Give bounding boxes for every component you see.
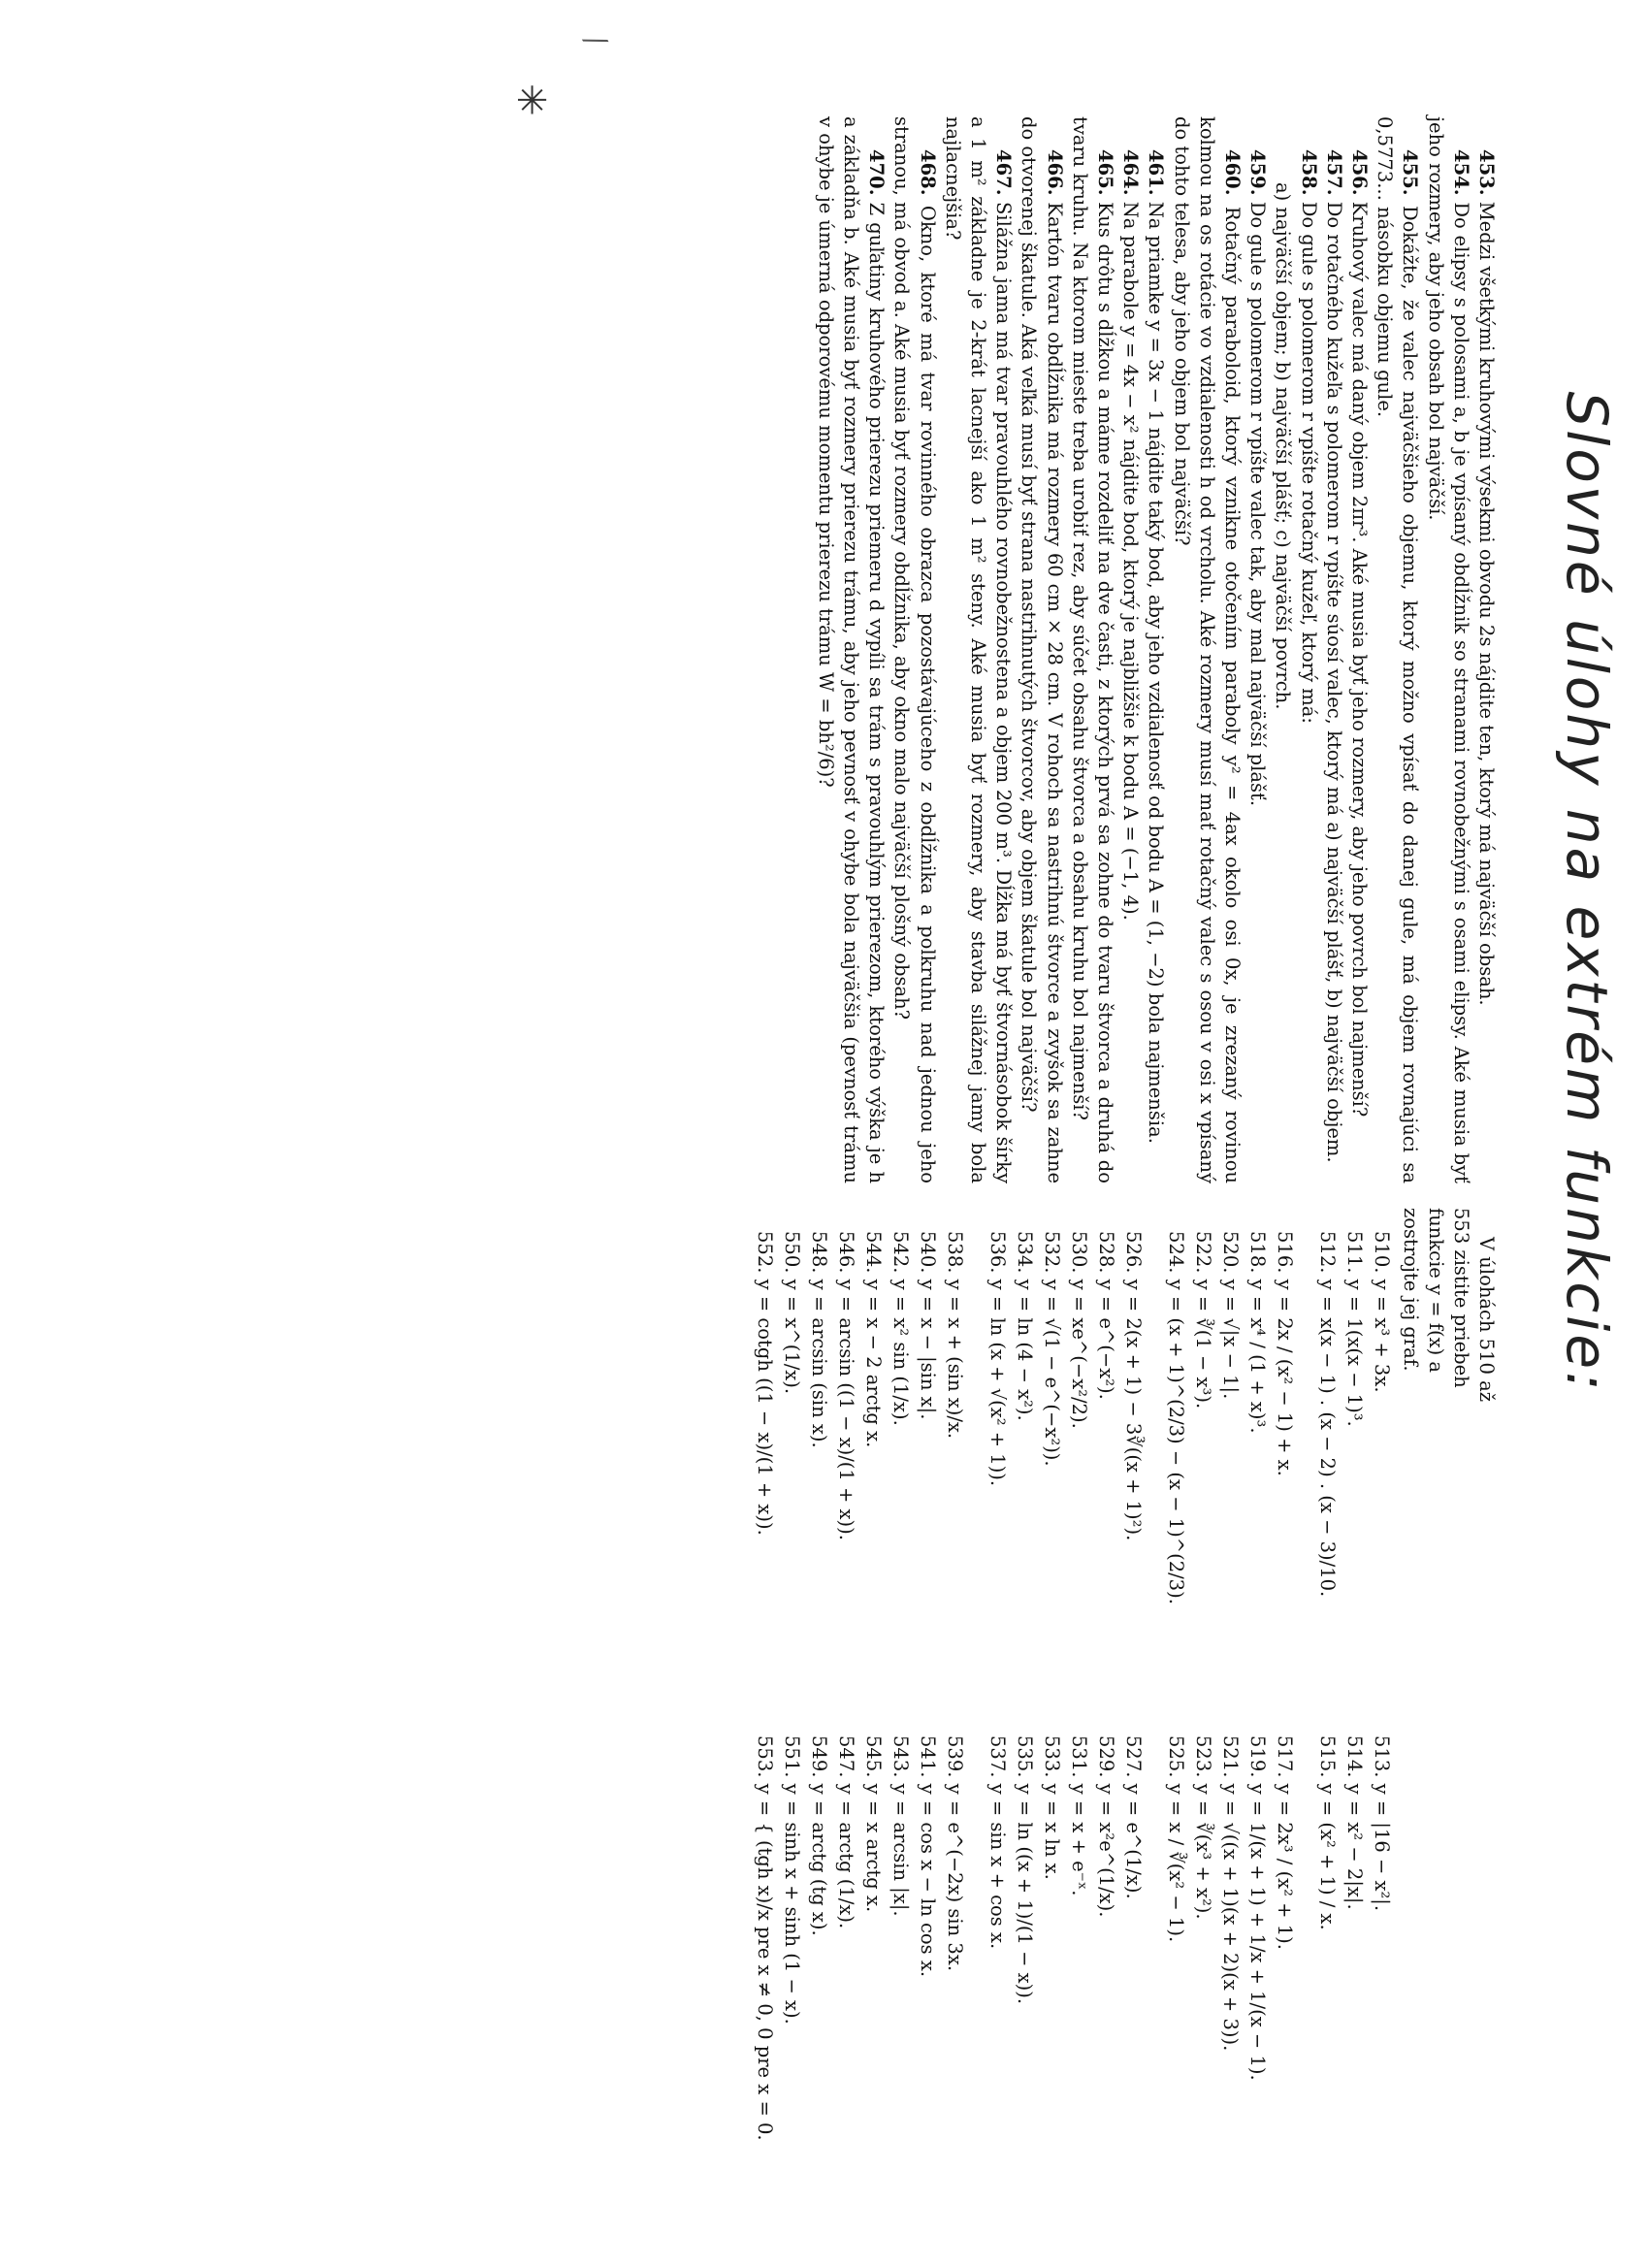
problem-item	[1422, 116, 1472, 1183]
function-formula: y = x²e^(1/x).	[1095, 1783, 1117, 1918]
function-row	[1093, 1208, 1118, 2236]
function-item	[1039, 1712, 1064, 2217]
function-formula: y = x⁴ / (1 + x)³.	[1246, 1279, 1269, 1434]
function-formula: y = ln (4 − x²).	[1014, 1279, 1036, 1421]
function-formula: y = arctg (1/x).	[835, 1783, 857, 1929]
function-number: 510.	[1371, 1231, 1393, 1274]
function-number: 546.	[835, 1231, 857, 1274]
function-formula: y = ln (x + √(x² + 1)).	[986, 1279, 1009, 1487]
function-row	[1120, 1208, 1146, 2236]
function-row	[806, 1208, 831, 2236]
row-gap	[969, 1208, 983, 2236]
function-formula: y = e^(−2x) sin 3x.	[944, 1783, 966, 1972]
function-item	[1190, 1208, 1215, 1712]
function-formula: y = cos x − ln cos x.	[917, 1783, 939, 1978]
function-item	[1163, 1208, 1188, 1712]
problem-number: 467.	[992, 149, 1016, 196]
function-row	[1272, 1208, 1297, 2236]
function-item	[1314, 1208, 1340, 1712]
function-number: 531.	[1068, 1735, 1090, 1778]
function-item	[1342, 1208, 1367, 1712]
function-formula: y = √|x − 1|.	[1219, 1279, 1242, 1400]
problem-item	[1372, 116, 1422, 1183]
problem-text: Na parabole y = 4x − x² nájdite bod, ktorý je najbližšie k bodu A = (−1, 4).	[1119, 201, 1143, 921]
function-item	[1245, 1712, 1270, 2217]
function-formula: y = 2x³ / (x² + 1).	[1274, 1783, 1296, 1950]
function-number: 523.	[1192, 1735, 1214, 1778]
function-number: 516.	[1274, 1231, 1296, 1274]
function-number: 518.	[1246, 1231, 1269, 1274]
problem-item	[813, 116, 889, 1183]
function-row	[1012, 1208, 1037, 2236]
row-gap	[1148, 1208, 1161, 2236]
function-item	[860, 1208, 886, 1712]
problem-text: a) najväčší objem; b) najväčší plášť; c) najväčší povrch.	[1272, 182, 1295, 710]
problem-number: 466.	[1043, 149, 1066, 196]
function-item	[985, 1208, 1010, 1712]
function-formula: y = x / ∛(x² − 1).	[1165, 1783, 1187, 1943]
function-item	[779, 1712, 804, 2217]
problem-text: Dokážte, že valec najväčšieho objemu, ktorý možno vpísať do danej gule, má objem rovnajúci sa 0,5773... násobku objemu gule.	[1374, 116, 1422, 1183]
function-number: 528.	[1095, 1231, 1117, 1274]
function-item	[1217, 1712, 1243, 2217]
function-formula: y = x² sin (1/x).	[889, 1279, 912, 1426]
function-item	[833, 1208, 858, 1712]
problem-number: 453.	[1475, 149, 1498, 196]
function-number: 545.	[862, 1735, 885, 1778]
problem-item	[1143, 116, 1168, 1183]
function-item	[1272, 1712, 1297, 2217]
function-formula: y = sin x + cos x.	[986, 1783, 1009, 1950]
function-formula: y = 2(x + 1) − 3∛((x + 1)²).	[1122, 1279, 1145, 1541]
function-formula: y = (x² + 1) / x.	[1316, 1783, 1339, 1930]
function-number: 542.	[889, 1231, 912, 1274]
problem-text: Medzi všetkými kruhovými výsekmi obvodu 2s nájdite ten, ktorý má najväčší obsah.	[1475, 201, 1498, 1006]
pen-tick-mark: ⁄	[578, 30, 610, 52]
function-formula: y = arctg (tg x).	[808, 1783, 830, 1936]
function-formula: y = ∛(1 − x³).	[1192, 1279, 1214, 1409]
function-formula: y = x − |sin x|.	[917, 1279, 939, 1420]
function-row	[1217, 1208, 1243, 2236]
problem-item	[1016, 116, 1066, 1183]
function-number: 513.	[1371, 1735, 1393, 1778]
problem-text: Z guľatiny kruhového prierezu priemeru d vypíli sa trám s pravouhlým prierezom, ktorého výška je h a základňa b. Aké musia byť rozmery prierezu trámu, aby jeho pevnosť v ohybe bola najväčšia (pevnosť trámu v ohybe je úmerná odporovému momentu prierezu trámu W = bh²/6)?	[814, 116, 889, 1183]
function-number: 520.	[1219, 1231, 1242, 1274]
problem-item	[889, 116, 939, 1183]
problem-item	[1295, 116, 1320, 1183]
function-item	[1369, 1208, 1394, 1712]
function-row	[1314, 1208, 1340, 2236]
function-number: 549.	[808, 1735, 830, 1778]
function-item	[833, 1712, 858, 2217]
function-item	[779, 1208, 804, 1712]
function-number: 526.	[1122, 1231, 1145, 1274]
function-item	[1272, 1208, 1297, 1712]
problem-text: Rotačný paraboloid, ktorý vznikne otočením paraboly y² = 4ax okolo osi 0x, je zrezaný rovinou kolmou na os rotácie vo vzdialenosti h od vrcholu. Aké rozmery musí mať rotačný valec s osou v osi x vpísaný do tohto telesa, aby jeho objem bol najväčší?	[1170, 116, 1244, 1184]
problem-item	[1321, 116, 1346, 1183]
function-formula: y = x + e⁻ˣ.	[1068, 1783, 1090, 1896]
function-item	[1120, 1712, 1146, 2217]
function-item	[1066, 1712, 1091, 2217]
function-formula: y = 1(x(x − 1)³.	[1343, 1279, 1366, 1427]
function-item	[915, 1712, 940, 2217]
function-row	[1163, 1208, 1188, 2236]
row-gap	[1299, 1208, 1312, 2236]
problem-item	[1168, 116, 1245, 1183]
problem-text: Kus drôtu s dĺžkou a máme rozdeliť na dve časti, z ktorých prvá sa zohne do tvaru štvorca a druhá do tvaru kruhu. Na ktorom mieste treba urobiť rez, aby súčet obsahu štvorca a obsahu kruhu bol najmenší?	[1068, 116, 1116, 1183]
function-number: 550.	[781, 1231, 803, 1274]
function-formula: y = x − 2 arctg x.	[862, 1279, 885, 1448]
function-row	[860, 1208, 886, 2236]
function-item	[942, 1208, 967, 1712]
function-row	[779, 1208, 804, 2236]
function-number: 552.	[754, 1231, 776, 1274]
problem-number: 456.	[1347, 149, 1371, 196]
function-item	[1012, 1712, 1037, 2217]
function-row	[1039, 1208, 1064, 2236]
function-formula: y = x(x − 1) . (x − 2) . (x − 3)/10.	[1316, 1279, 1339, 1598]
problem-item	[1346, 116, 1372, 1183]
function-row	[752, 1208, 777, 2236]
problem-text: Do elipsy s polosami a, b je vpísaný obdĺžnik so stranami rovnobežnými s osami elipsy. Aké musia byť jeho rozmery, aby jeho obsah bol najväčší.	[1424, 116, 1472, 1183]
function-formula: y = cotgh ((1 − x)/(1 + x)).	[754, 1279, 776, 1536]
function-item	[1120, 1208, 1146, 1712]
function-row	[985, 1208, 1010, 2236]
function-formula: y = √(1 − e^(−x²)).	[1041, 1279, 1063, 1467]
function-item	[806, 1208, 831, 1712]
function-formula: y = ln ((x + 1)/(1 − x)).	[1014, 1783, 1036, 2005]
functions-intro: V úlohách 510 až 553 zistite priebeh funkcie y = f(x) a zostrojte jej graf.	[1400, 1208, 1498, 1402]
function-number: 551.	[781, 1735, 803, 1778]
function-formula: y = ∛(x³ + x²).	[1192, 1783, 1214, 1920]
problem-text: Do gule s polomerom r vpíšte valec tak, aby mal najväčší plášť.	[1246, 201, 1270, 807]
function-number: 535.	[1014, 1735, 1036, 1778]
function-row	[833, 1208, 858, 2236]
function-number: 536.	[986, 1231, 1009, 1274]
function-number: 527.	[1122, 1735, 1145, 1778]
function-number: 519.	[1246, 1735, 1269, 1778]
function-item	[1314, 1712, 1340, 2217]
function-formula: y = x³ + 3x.	[1371, 1279, 1393, 1393]
problem-item	[1117, 116, 1143, 1183]
function-item	[888, 1712, 913, 2217]
function-formula: y = sinh x + sinh (1 − x).	[781, 1783, 803, 2025]
function-formula: y = 2x / (x² − 1) + x.	[1274, 1279, 1296, 1476]
function-number: 533.	[1041, 1735, 1063, 1778]
function-number: 544.	[862, 1231, 885, 1274]
function-item	[1012, 1208, 1037, 1712]
function-formula: y = x ln x.	[1041, 1783, 1063, 1880]
function-row	[1190, 1208, 1215, 2236]
function-number: 534.	[1014, 1231, 1036, 1274]
function-row	[888, 1208, 913, 2236]
function-item	[1217, 1208, 1243, 1712]
function-formula: y = √((x + 1)(x + 2)(x + 3)).	[1219, 1783, 1242, 2052]
function-row	[1342, 1208, 1367, 2236]
function-number: 543.	[889, 1735, 912, 1778]
problem-text: Do gule s polomerom r vpíšte rotačný kužeľ, ktorý má:	[1297, 201, 1320, 724]
function-formula: y = arcsin (sin x).	[808, 1279, 830, 1448]
function-item	[1190, 1712, 1215, 2217]
function-row	[1245, 1208, 1270, 2236]
function-item	[1039, 1208, 1064, 1712]
problem-number: 457.	[1322, 149, 1345, 196]
problem-number: 465.	[1093, 149, 1116, 196]
function-formula: y = e^(−x²).	[1095, 1279, 1117, 1400]
problem-number: 461.	[1145, 149, 1168, 196]
function-formula: y = arcsin ((1 − x)/(1 + x)).	[835, 1279, 857, 1540]
function-formula: y = x + (sin x)/x.	[944, 1279, 966, 1440]
page-title: Slovné úlohy na extrém funkcie:	[1554, 391, 1620, 1394]
problem-item	[940, 116, 1017, 1183]
function-number: 547.	[835, 1735, 857, 1778]
function-number: 517.	[1274, 1735, 1296, 1778]
function-number: 512.	[1316, 1231, 1339, 1274]
function-number: 541.	[917, 1735, 939, 1778]
problem-number: 455.	[1399, 149, 1422, 196]
function-number: 532.	[1041, 1231, 1063, 1274]
function-number: 538.	[944, 1231, 966, 1274]
handwritten-star-icon: ✳	[508, 83, 553, 116]
function-formula: y = xe^(−x²/2).	[1068, 1279, 1090, 1429]
function-row	[915, 1208, 940, 2236]
problem-text: Na priamke y = 3x − 1 nájdite taký bod, aby jeho vzdialenosť od bodu A = (1, −2) bola najmenšia.	[1145, 201, 1168, 1144]
problem-text: Kartón tvaru obdĺžnika má rozmery 60 cm × 28 cm. V rohoch sa nastrihnú štvorce a zvyšok sa zahne do otvorenej škatule. Aká veľká musí byť strana nastrihnutých štvorcov, aby objem škatule bol najväčší?	[1018, 116, 1066, 1184]
function-item	[985, 1712, 1010, 2217]
problem-text: Kruhový valec má daný objem 2πr³. Aké musia byť jeho rozmery, aby jeho povrch bol najmenší?	[1347, 201, 1371, 1118]
problem-number: 470.	[865, 149, 889, 196]
problem-number: 454.	[1449, 149, 1472, 196]
function-number: 553.	[754, 1735, 776, 1778]
problem-number: 460.	[1220, 149, 1244, 196]
function-formula: y = { (tgh x)/x pre x ≠ 0, 0 pre x = 0.	[754, 1783, 776, 2141]
functions-list	[752, 1208, 1394, 2236]
problem-text: Silážna jama má tvar pravouhlého rovnobežnostena a objem 200 m³. Dĺžka má byť štvornásobok šírky a 1 m² základne je 2-krát lacnejší ako 1 m² steny. Aké musia byť rozmery, aby stavba silážnej jamy bola najlacnejšia?	[941, 116, 1016, 1184]
function-item	[1093, 1712, 1118, 2217]
problem-number: 459.	[1246, 149, 1270, 196]
problem-number: 464.	[1119, 149, 1143, 196]
function-item	[1245, 1208, 1270, 1712]
function-number: 548.	[808, 1231, 830, 1274]
function-number: 537.	[986, 1735, 1009, 1778]
function-formula: y = (x + 1)^(2/3) − (x − 1)^(2/3).	[1165, 1279, 1187, 1604]
function-number: 514.	[1343, 1735, 1366, 1778]
function-row	[1369, 1208, 1394, 2236]
function-item	[860, 1712, 886, 2217]
function-formula: y = x² − 2|x|.	[1343, 1783, 1366, 1910]
function-row	[942, 1208, 967, 2236]
function-formula: y = |16 − x²|.	[1371, 1783, 1393, 1912]
function-number: 515.	[1316, 1735, 1339, 1778]
function-item	[1093, 1208, 1118, 1712]
function-formula: y = arcsin |x|.	[889, 1783, 912, 1917]
function-formula: y = x^(1/x).	[781, 1279, 803, 1395]
word-problems-column	[813, 116, 1499, 1183]
function-number: 511.	[1343, 1231, 1366, 1274]
function-formula: y = x arctg x.	[862, 1783, 885, 1913]
problem-number: 458.	[1297, 149, 1320, 196]
function-number: 522.	[1192, 1231, 1214, 1274]
function-item	[806, 1712, 831, 2217]
function-item	[942, 1712, 967, 2217]
function-number: 524.	[1165, 1231, 1187, 1274]
function-item	[888, 1208, 913, 1712]
function-number: 525.	[1165, 1735, 1187, 1778]
function-item	[1066, 1208, 1091, 1712]
problem-number: 468.	[916, 149, 939, 196]
function-number: 529.	[1095, 1735, 1117, 1778]
functions-column	[750, 1208, 1499, 2236]
problem-item	[1067, 116, 1117, 1183]
function-number: 539.	[944, 1735, 966, 1778]
function-item	[1369, 1712, 1394, 2217]
function-item	[915, 1208, 940, 1712]
function-number: 540.	[917, 1231, 939, 1274]
function-item	[752, 1208, 777, 1712]
function-item	[752, 1712, 777, 2217]
function-item	[1342, 1712, 1367, 2217]
function-item	[1163, 1712, 1188, 2217]
function-row	[1066, 1208, 1091, 2236]
problem-item	[1473, 116, 1499, 1183]
function-formula: y = e^(1/x).	[1122, 1783, 1145, 1899]
problem-item	[1245, 116, 1270, 1183]
problem-item	[1270, 116, 1295, 1183]
function-number: 530.	[1068, 1231, 1090, 1274]
problem-text: Okno, ktoré má tvar rovinného obrazca pozostávajúceho z obdĺžnika a polkruhu nad jednou jeho stranou, má obvod a. Aké musia byť rozmery obdĺžnika, aby okno malo najväčší plošný obsah?	[890, 116, 939, 1183]
problem-text: Do rotačného kužeľa s polomerom r vpíšte súosí valec, ktorý má a) najväčší plášť, b) najväčší objem.	[1322, 201, 1345, 1163]
function-number: 521.	[1219, 1735, 1242, 1778]
function-formula: y = 1/(x + 1) + 1/x + 1/(x − 1).	[1246, 1783, 1269, 2081]
